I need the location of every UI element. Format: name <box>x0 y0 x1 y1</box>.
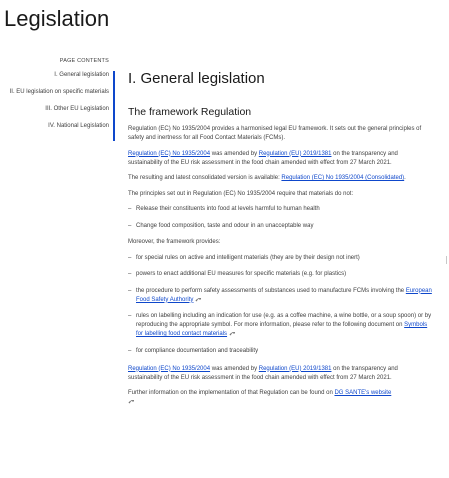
link-regulation-consolidated[interactable]: Regulation (EC) No 1935/2004 (Consolidated) <box>281 175 405 181</box>
link-regulation-2019-1381[interactable]: Regulation (EU) 2019/1381 <box>258 365 332 372</box>
section-subheading: The framework Regulation <box>128 106 252 118</box>
list-item: – powers to enact additional EU measures for specific materials (e.g. for plastics) <box>128 271 347 277</box>
link-dg-sante-website[interactable]: DG SANTE's website <box>334 390 392 396</box>
main-content <box>128 70 433 414</box>
scroll-indicator[interactable] <box>446 256 447 264</box>
toc-item-national-legislation[interactable]: IV. National Legislation <box>48 123 109 129</box>
paragraph-consolidated: The resulting and latest consolidated version is available: Regulation (EC) No 1935/2004 (Consolidated). <box>128 175 406 181</box>
paragraph-framework-intro: Regulation (EC) No 1935/2004 provides a harmonised legal EU framework. It sets out the general principles of safety and inertness for all Food Contact Materials (FCMs). <box>128 126 422 141</box>
list-item: – for compliance documentation and traceability <box>128 347 259 354</box>
list-item: – Release their constituents into food at levels harmful to human health <box>128 206 320 212</box>
page-contents-nav <box>0 58 109 139</box>
page-title: Legislation <box>4 6 110 31</box>
list-item: – rules on labelling including an indication for use (e.g. as a coffee machine, a wine bottle, or a soup spoon) or by reproducing the appropriate symbol. For more information, please refer to the following document on Symbols for labelling food contact materials <box>128 313 432 337</box>
link-regulation-1935-2004[interactable]: Regulation (EC) No 1935/2004 <box>128 365 211 372</box>
toc-item-general-legislation[interactable]: I. General legislation <box>54 72 109 78</box>
external-link-icon <box>128 399 135 404</box>
link-efsa[interactable]: European Food Safety Authority <box>136 287 432 303</box>
paragraph-moreover: Moreover, the framework provides: <box>128 239 221 245</box>
toc-item-other-eu-legislation[interactable]: III. Other EU Legislation <box>45 106 109 112</box>
link-regulation-1935-2004[interactable]: Regulation (EC) No 1935/2004 <box>128 150 211 157</box>
link-symbols-labelling[interactable]: Symbols for labelling food contact materials <box>136 322 428 337</box>
list-item: – for special rules on active and intelligent materials (they are by their design not inert) <box>128 254 360 261</box>
section-heading: I. General legislation <box>128 70 265 87</box>
paragraph-further-info: Further information on the implementation of that Regulation can be found on DG SANTE's website <box>128 389 433 407</box>
toc-item-specific-materials[interactable]: II. EU legislation on specific materials <box>9 89 109 95</box>
list-item: – Change food composition, taste and odour in an unacceptable way <box>128 222 314 229</box>
external-link-icon <box>229 331 236 336</box>
list-item: – the procedure to perform safety assessments of substances used to manufacture FCMs involving the European Food Safety Authority <box>128 287 432 303</box>
link-regulation-2019-1381[interactable]: Regulation (EU) 2019/1381 <box>258 150 332 157</box>
paragraph-principles: The principles set out in Regulation (EC) No 1935/2004 require that materials do not: <box>128 190 354 197</box>
external-link-icon <box>195 297 202 302</box>
paragraph-amendment: Regulation (EC) No 1935/2004 was amended by Regulation (EU) 2019/1381 on the transparency and sustainability of the EU risk assessment in the food chain amended with effect from 27 March 2021. <box>128 150 398 166</box>
paragraph-amendment-repeat: Regulation (EC) No 1935/2004 was amended by Regulation (EU) 2019/1381 on the transparency and sustainability of the EU risk assessment in the food chain amended with effect from 27 March 2021. <box>128 365 398 381</box>
page-contents-heading: PAGE CONTENTS <box>59 58 109 64</box>
toc-active-indicator <box>113 71 115 141</box>
